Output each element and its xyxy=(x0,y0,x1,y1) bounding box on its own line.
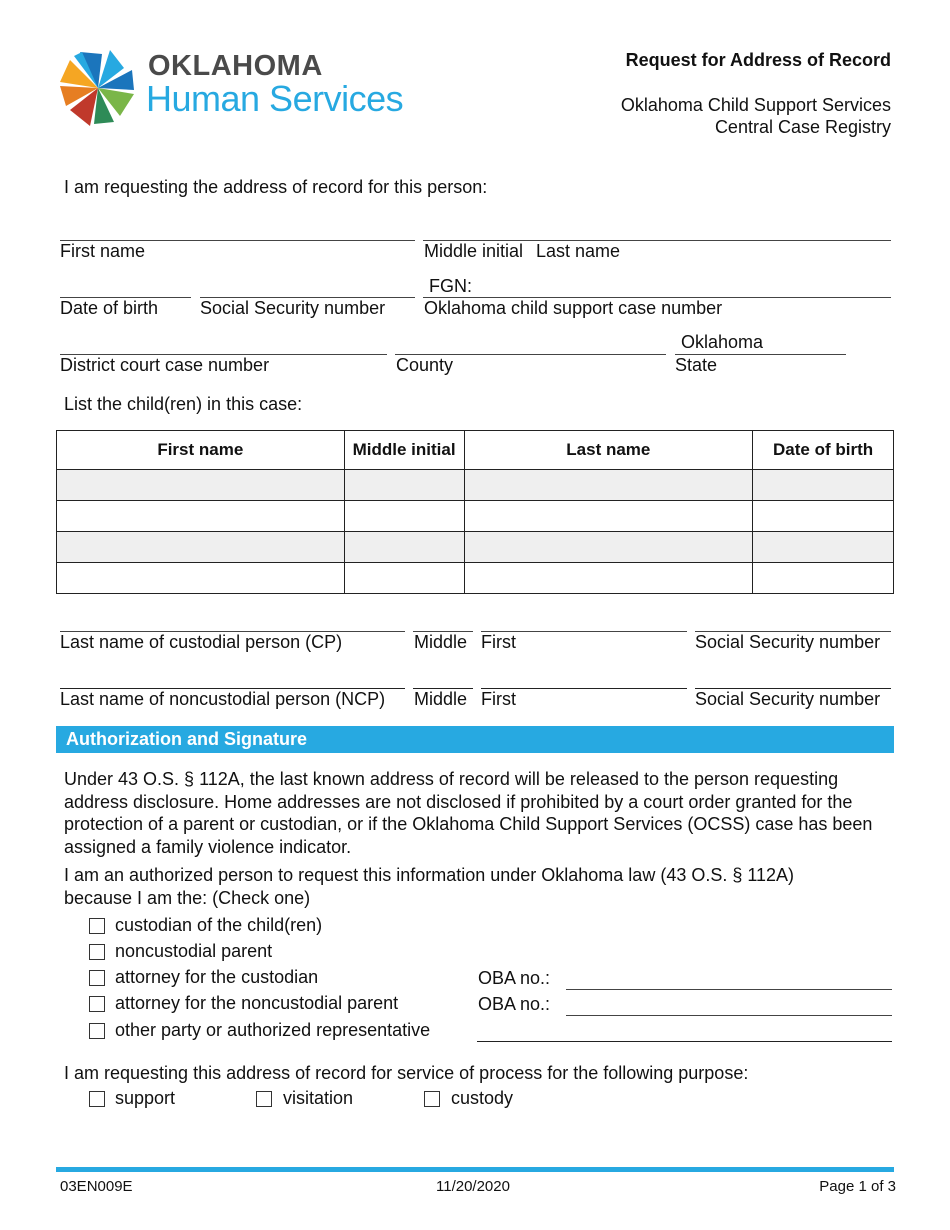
table-cell[interactable] xyxy=(344,501,464,532)
option-custodian-label: custodian of the child(ren) xyxy=(115,915,323,935)
first-name-label: First name xyxy=(60,241,146,261)
table-row xyxy=(57,470,894,501)
cp-ssn-label: Social Security number xyxy=(695,632,881,652)
table-cell[interactable] xyxy=(344,532,464,563)
logo-text-top: OKLAHOMA xyxy=(148,50,323,82)
table-row xyxy=(57,532,894,563)
dob-label: Date of birth xyxy=(60,298,159,318)
purpose-support-label: support xyxy=(115,1088,176,1108)
table-cell[interactable] xyxy=(464,501,753,532)
logo-star-icon xyxy=(58,48,138,128)
ok-case-label: Oklahoma child support case number xyxy=(424,298,723,318)
checkbox-visitation[interactable] xyxy=(256,1091,272,1107)
checkbox-attorney-custodian[interactable] xyxy=(89,970,105,986)
children-prompt: List the child(ren) in this case: xyxy=(64,394,303,414)
table-cell[interactable] xyxy=(753,532,894,563)
cp-middle-label: Middle xyxy=(414,632,468,652)
other-party-field[interactable] xyxy=(477,1041,892,1042)
agency-logo xyxy=(58,48,438,128)
agency-line-1: Oklahoma Child Support Services xyxy=(620,95,891,115)
authorization-statement: I am an authorized person to request this information under Oklahoma law (43 O.S. § 112A) because I am the: (Check one) xyxy=(64,865,795,908)
intro-text: I am requesting the address of record for this person: xyxy=(64,177,488,197)
table-cell[interactable] xyxy=(57,501,345,532)
table-cell[interactable] xyxy=(464,563,753,594)
form-title: Request for Address of Record xyxy=(625,50,891,70)
logo-text-bottom: Human Services xyxy=(146,78,404,119)
middle-initial-label: Middle initial xyxy=(424,241,524,261)
col-header-first-name: First name xyxy=(57,431,345,470)
table-cell[interactable] xyxy=(753,563,894,594)
authorization-banner: Authorization and Signature xyxy=(56,726,894,753)
oba-label-1: OBA no.: xyxy=(478,968,551,988)
table-cell[interactable] xyxy=(344,470,464,501)
state-value: Oklahoma xyxy=(681,332,764,352)
checkbox-noncustodial-parent[interactable] xyxy=(89,944,105,960)
footer-date: 11/20/2020 xyxy=(436,1178,510,1195)
option-noncustodial-label: noncustodial parent xyxy=(115,941,273,961)
oba-field-2[interactable] xyxy=(566,1015,892,1016)
purpose-visitation-label: visitation xyxy=(283,1088,354,1108)
checkbox-support[interactable] xyxy=(89,1091,105,1107)
district-case-label: District court case number xyxy=(60,355,270,375)
children-table xyxy=(56,430,894,594)
table-cell[interactable] xyxy=(57,563,345,594)
checkbox-attorney-noncustodial[interactable] xyxy=(89,996,105,1012)
table-row xyxy=(57,501,894,532)
page-number: Page 1 of 3 xyxy=(819,1178,896,1195)
ncp-ssn-label: Social Security number xyxy=(695,689,881,709)
agency-line-2: Central Case Registry xyxy=(714,117,891,137)
col-header-last-name: Last name xyxy=(464,431,753,470)
cp-first-label: First xyxy=(481,632,516,652)
checkbox-custody[interactable] xyxy=(424,1091,440,1107)
table-cell[interactable] xyxy=(753,470,894,501)
purpose-custody-label: custody xyxy=(451,1088,514,1108)
ncp-last-label: Last name of noncustodial person (NCP) xyxy=(60,689,386,709)
authorization-paragraph: Under 43 O.S. § 112A, the last known address of record will be released to the person requesting address disclosure. Home addresses are not disclosed if prohibited by a court order granted for the protection of a parent or custodian, or if the Oklahoma Child Support Services (OCSS) case has been assigned a family violence indicator. xyxy=(64,769,873,857)
oba-label-2: OBA no.: xyxy=(478,994,551,1014)
ncp-first-label: First xyxy=(481,689,516,709)
col-header-middle-initial: Middle initial xyxy=(344,431,464,470)
state-label: State xyxy=(675,355,718,375)
table-cell[interactable] xyxy=(344,563,464,594)
col-header-dob: Date of birth xyxy=(753,431,894,470)
table-cell[interactable] xyxy=(464,532,753,563)
last-name-label: Last name xyxy=(536,241,621,261)
cp-last-label: Last name of custodial person (CP) xyxy=(60,632,343,652)
option-attorney-custodian-label: attorney for the custodian xyxy=(115,967,319,987)
table-cell[interactable] xyxy=(753,501,894,532)
footer-divider xyxy=(56,1167,894,1172)
table-row xyxy=(57,563,894,594)
checkbox-other-party[interactable] xyxy=(89,1023,105,1039)
form-number: 03EN009E xyxy=(60,1178,133,1195)
oba-field-1[interactable] xyxy=(566,989,892,990)
county-label: County xyxy=(396,355,454,375)
option-other-party-label: other party or authorized representative xyxy=(115,1020,431,1040)
ssn-label: Social Security number xyxy=(200,298,386,318)
table-cell[interactable] xyxy=(464,470,753,501)
option-attorney-noncustodial-label: attorney for the noncustodial parent xyxy=(115,993,399,1013)
table-cell[interactable] xyxy=(57,532,345,563)
ncp-middle-label: Middle xyxy=(414,689,468,709)
table-cell[interactable] xyxy=(57,470,345,501)
fgn-label: FGN: xyxy=(429,276,472,296)
checkbox-custodian[interactable] xyxy=(89,918,105,934)
purpose-statement: I am requesting this address of record for service of process for the following purpose: xyxy=(64,1063,749,1083)
